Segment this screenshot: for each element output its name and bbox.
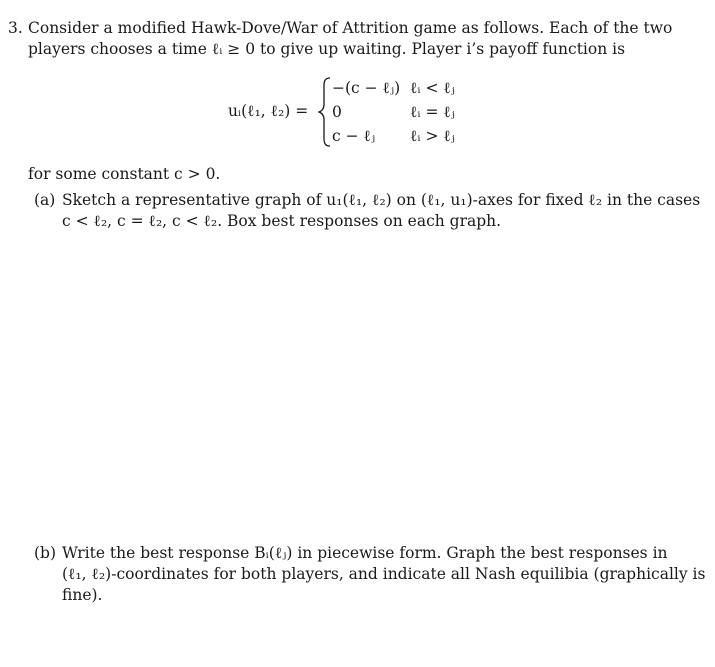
part-b-label: (b) xyxy=(34,544,57,562)
intro-line-2: players chooses a time ℓᵢ ≥ 0 to give up waiting. Player i’s payoff function is xyxy=(28,40,626,58)
constant-note: for some constant c > 0. xyxy=(28,165,221,183)
part-a-line-1: Sketch a representative graph of u₁(ℓ₁, ℓ₂) on (ℓ₁, u₁)-axes for fixed ℓ₂ in the cases xyxy=(62,191,701,209)
part-b-line-1: Write the best response Bᵢ(ℓⱼ) in piecewise form. Graph the best responses in xyxy=(62,544,668,562)
left-brace xyxy=(318,76,332,148)
part-a-label: (a) xyxy=(34,191,56,209)
payoff-formula xyxy=(228,76,488,148)
part-b-line-2: (ℓ₁, ℓ₂)-coordinates for both players, and indicate all Nash equilibia (graphically is xyxy=(62,565,706,583)
intro-line-1: Consider a modified Hawk-Dove/War of Attrition game as follows. Each of the two xyxy=(28,19,673,37)
case-value-1: −(c − ℓⱼ) xyxy=(332,79,401,97)
case-cond-2: ℓᵢ = ℓⱼ xyxy=(410,103,455,121)
case-value-3: c − ℓⱼ xyxy=(332,127,376,145)
formula-lhs: uᵢ(ℓ₁, ℓ₂) = xyxy=(228,102,309,120)
case-cond-1: ℓᵢ < ℓⱼ xyxy=(410,79,455,97)
problem-number: 3. xyxy=(8,19,23,37)
case-value-2: 0 xyxy=(332,103,342,121)
part-b-line-3: fine). xyxy=(62,586,103,604)
case-cond-3: ℓᵢ > ℓⱼ xyxy=(410,127,455,145)
part-a-line-2: c < ℓ₂, c = ℓ₂, c < ℓ₂. Box best responses on each graph. xyxy=(62,212,502,230)
